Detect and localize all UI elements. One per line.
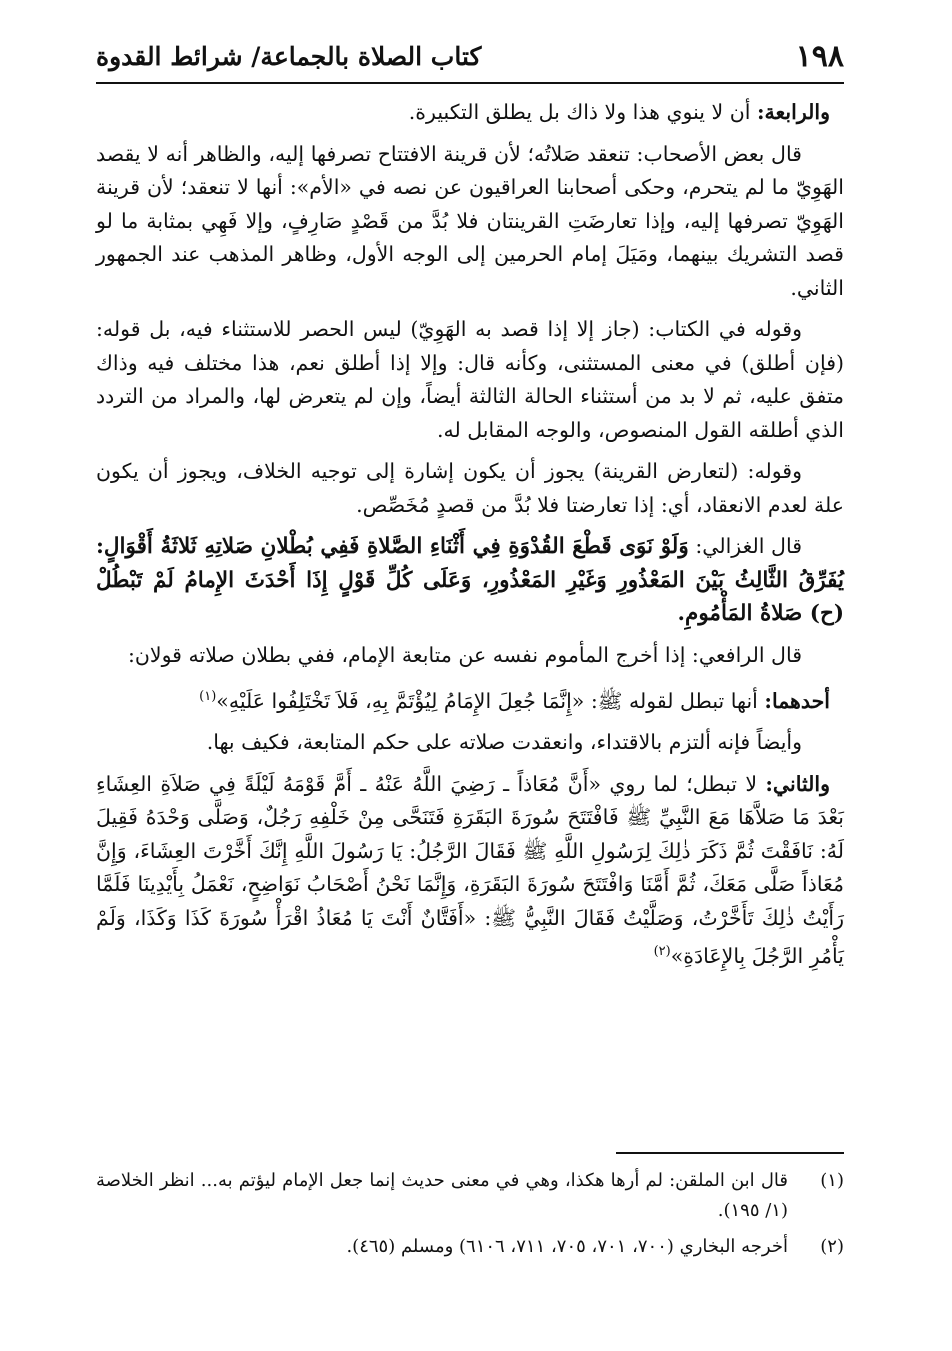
paragraph-companions xyxy=(96,138,844,306)
footnote-item xyxy=(96,1166,844,1226)
footnote-text: أخرجه البخاري (٧٠٠، ٧٠١، ٧٠٥، ٧١١، ٦١٠٦) ومسلم (٤٦٥). xyxy=(346,1236,788,1257)
footnotes xyxy=(96,1166,844,1268)
page-header xyxy=(96,30,844,84)
paragraph-conflict xyxy=(96,455,844,522)
paragraph-first-view xyxy=(96,680,844,718)
paragraph-text: أنها تبطل لقوله ﷺ: «إِنَّمَا جُعِلَ الإِمَامُ لِيُؤْتَمَّ بِهِ، فَلاَ تَخْتَلِفُوا عَلَيْهِ» xyxy=(216,688,765,713)
paragraph-text: وقوله في الكتاب: (جاز إلا إذا قصد به الهَوِيّ) ليس الحصر للاستثناء فيه، بل قوله: (فإن أطلق) في معنى المستثنى، وكأنه قال: وإلا إذا أطلق نعم، هذا مختلف فيه وذاك متفق عليه، ثم لا بد من أستثناء الحالة الثالثة أيضاً، وإن لم يتعرض لها، والمراد من التردد الذي أطلقه القول المنصوص، والوجه المقابل له. xyxy=(96,317,844,442)
matn-text: وَلَوْ نَوَى قَطْعَ القُدْوَةِ فِي أَثْنَاءِ الصَّلاةِ فَفِي بُطْلانِ صَلاتِهِ ثَلاثَةُ أَقْوَالٍ: يُفَرِّقُ الثَّالِثُ بَيْنَ المَعْذُورِ وَغَيْرِ المَعْذُورِ، وَعَلَى كُلِّ قَوْلٍ إِذَا أَحْدَثَ الإِمامُ لَمْ تَبْطُلْ (ح) صَلاةُ المَأْمُومِ. xyxy=(96,534,844,626)
paragraph-lead: أحدهما: xyxy=(764,688,830,713)
footnote-item xyxy=(96,1232,844,1262)
footnote-text: قال ابن الملقن: لم أرها هكذا، وهي في معنى حديث إنما جعل الإمام ليؤتم به... انظر الخلاصة (١/ ١٩٥). xyxy=(96,1170,788,1221)
paragraph-text: أن لا ينوي هذا ولا ذاك بل يطلق التكبيرة. xyxy=(408,100,757,124)
paragraph-ghazali xyxy=(96,530,844,631)
paragraph-text: وأيضاً فإنه ألتزم بالاقتداء، وانعقدت صلاته على حكم المتابعة، فكيف بها. xyxy=(206,730,802,755)
paragraph-text: قال الرافعي: إذا أخرج المأموم نفسه عن متابعة الإمام، ففي بطلان صلاته قولان: xyxy=(127,642,802,667)
paragraph-text: لا تبطل؛ لما روي «أَنَّ مُعَاذاً ـ رَضِيَ اللَّهُ عَنْهُ ـ أَمَّ قَوْمَهُ لَيْلَةً فِي صَلاَةِ العِشَاءِ بَعْدَ مَا صَلاَّهَا مَعَ النَّبِيِّ ﷺ فَافْتَتَحَ سُورَةَ البَقَرَةِ فَتَنَحَّى مِنْ خَلْفِهِ رَجُلٌ، وَصَلَّى وَحْدَهُ فَقِيلَ لَهُ: نَافَقْتَ ثُمَّ ذَكَرَ ذٰلِكَ لِرَسُولِ اللَّهِ ﷺ فَقَالَ الرَّجُلُ: يَا رَسُولَ اللَّهِ إِنَّكَ أَخَّرْتَ العِشَاءَ، وَإِنَّ مُعَاذاً صَلَّى مَعَكَ، ثُمَّ أَمَّنَا وَافْتَتَحَ سُورَةَ البَقَرَةِ، وَإِنَّمَا نَحْنُ أَصْحَابُ نَوَاضِحٍ، نَعْمَلُ بِأَيْدِينَا فَلَمَّا رَأَيْتُ ذٰلِكَ تَأَخَّرْتُ، وَصَلَّيْتُ فَقَالَ النَّبِيُّ ﷺ: «أَفَتَّانٌ أَنْتَ يَا مُعَاذُ اقْرَأْ سُورَةَ كَذَا وَكَذَا، وَلَمْ يَأْمُرِ الرَّجُلَ بِالإِعَادَةِ» xyxy=(96,771,844,969)
running-title: كتاب الصلاة بالجماعة/ شرائط القدوة xyxy=(96,41,482,71)
paragraph-lead: والرابعة: xyxy=(756,100,830,124)
paragraph-text: وقوله: (لتعارض القرينة) يجوز أن يكون إشارة إلى توجيه الخلاف، ويجوز أن يكون علة لعدم الانعقاد، أي: إذا تعارضتا فلا بُدَّ من قصدٍ مُخَصِّص. xyxy=(96,459,844,517)
footnote-divider xyxy=(616,1152,844,1154)
paragraph-text: قال الغزالي: xyxy=(688,534,802,558)
paragraph-lead: والثاني: xyxy=(765,771,830,796)
paragraph-text: قال بعض الأصحاب: تنعقد صَلاتُه؛ لأن قرينة الافتتاح تصرفها إليه، والظاهر أنه لا يقصد الهَوِيّ ما لم يتحرم، وحكى أصحابنا العراقيون عن نصه في «الأم»: أنها لا تنعقد؛ لأن قرينة الهَوِيّ تصرفها إليه، وإذا تعارضَتِ القرينتان فلا بُدَّ من قَصْدٍ صَارِفٍ، وإلا فَهِي بمثابة ما لو قصد التشريك بينهما، ومَيَلَ إمام الحرمين إلى الوجه الأول، وظاهر المذهب عند الجمهور الثاني. xyxy=(96,141,844,300)
paragraph-also xyxy=(96,726,844,760)
footnote-number: (١) xyxy=(820,1170,844,1191)
paragraph-fourth-case xyxy=(96,96,844,130)
paragraph-rafii xyxy=(96,639,844,673)
footnote-marker[interactable]: (١) xyxy=(199,689,217,704)
footnote-number: (٢) xyxy=(820,1236,844,1257)
paragraph-second-view xyxy=(96,768,844,974)
main-text xyxy=(96,96,844,982)
footnote-marker[interactable]: (٢) xyxy=(653,944,671,960)
paragraph-book-statement xyxy=(96,313,844,447)
page-number: ١٩٨ xyxy=(795,38,844,74)
